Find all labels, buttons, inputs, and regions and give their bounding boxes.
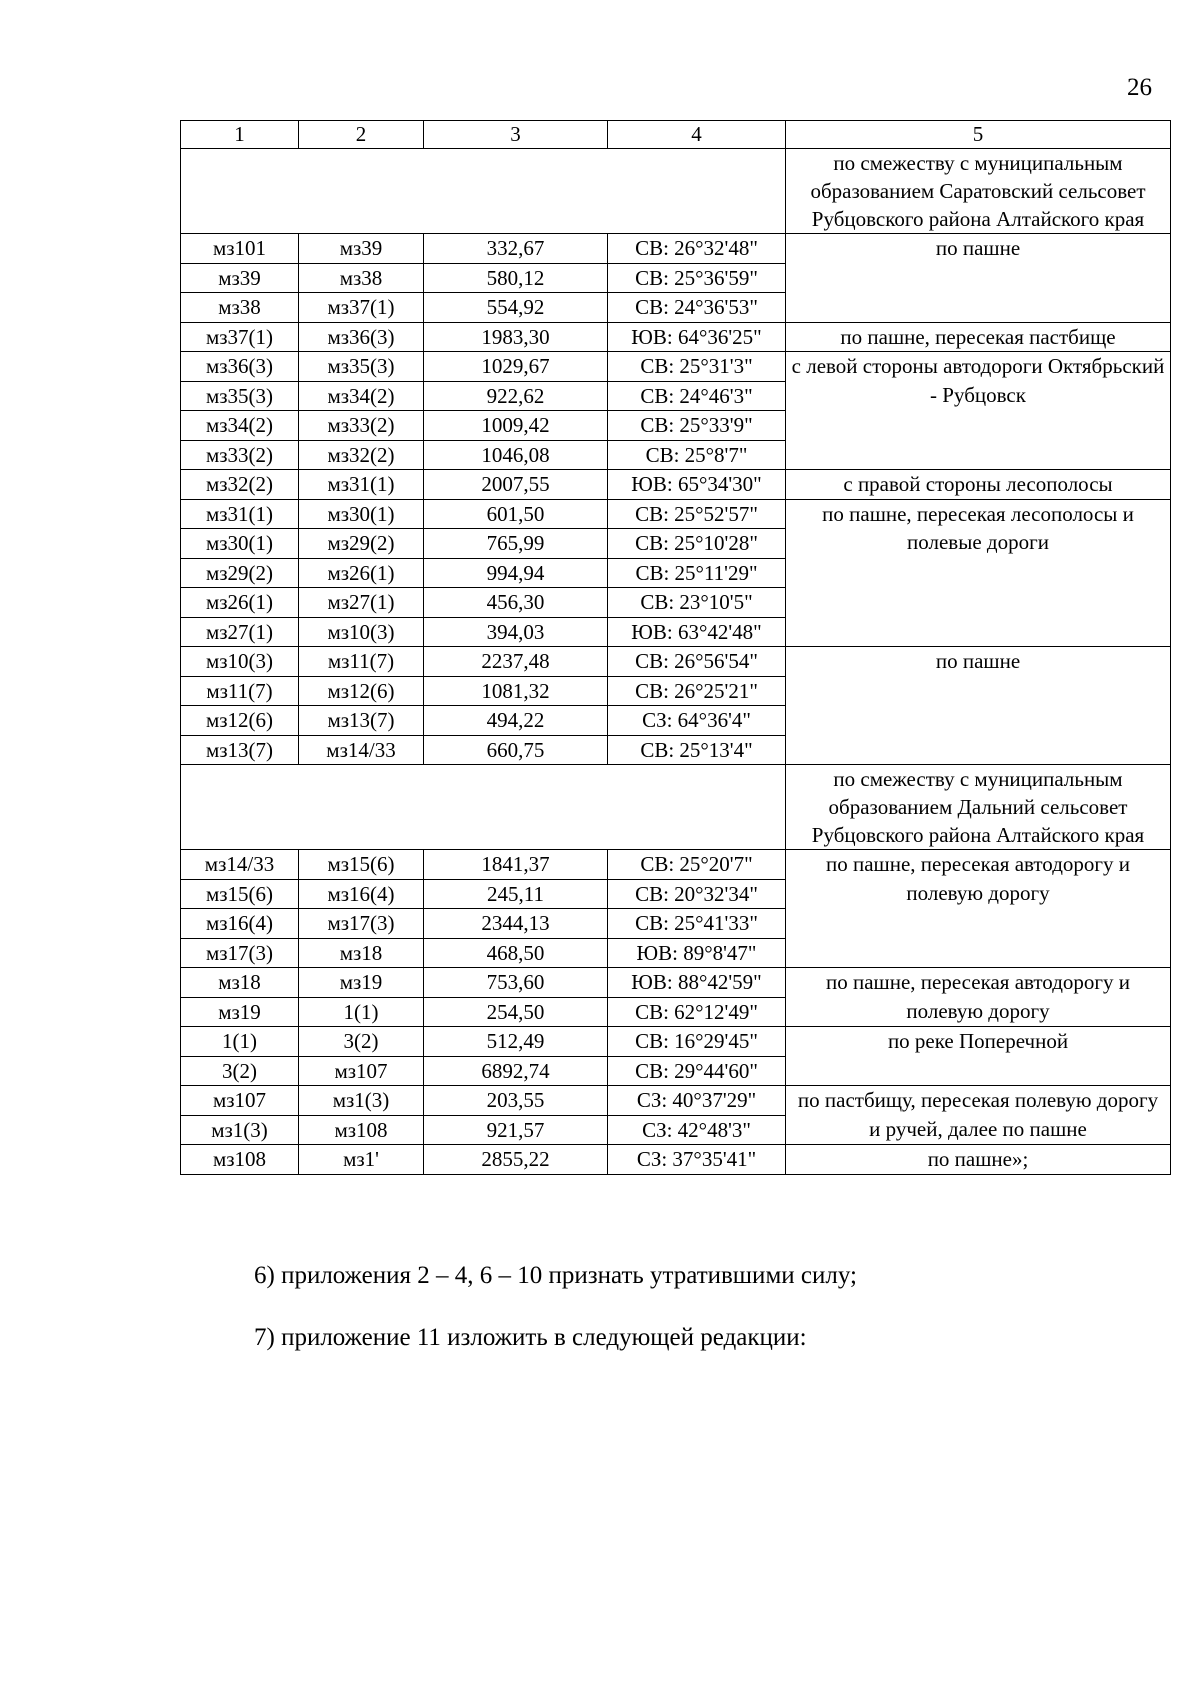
bearing-cell: СВ: 25°36'59" bbox=[608, 263, 786, 293]
bearing-cell: СВ: 20°32'34" bbox=[608, 879, 786, 909]
to-point-cell: мз37(1) bbox=[299, 293, 424, 323]
header-row bbox=[181, 121, 1171, 149]
length-cell: 203,55 bbox=[424, 1086, 608, 1116]
length-cell: 580,12 bbox=[424, 263, 608, 293]
boundary-table bbox=[180, 120, 1171, 1175]
table-row bbox=[181, 322, 1171, 352]
length-cell: 1983,30 bbox=[424, 322, 608, 352]
length-cell: 456,30 bbox=[424, 588, 608, 618]
length-cell: 921,57 bbox=[424, 1115, 608, 1145]
length-cell: 554,92 bbox=[424, 293, 608, 323]
length-cell: 1081,32 bbox=[424, 676, 608, 706]
length-cell: 394,03 bbox=[424, 617, 608, 647]
length-cell: 6892,74 bbox=[424, 1056, 608, 1086]
to-point-cell: мз39 bbox=[299, 234, 424, 264]
from-point-cell: мз39 bbox=[181, 263, 299, 293]
table-row bbox=[181, 499, 1171, 529]
from-point-cell: мз13(7) bbox=[181, 735, 299, 765]
from-point-cell: мз36(3) bbox=[181, 352, 299, 382]
from-point-cell: мз32(2) bbox=[181, 470, 299, 500]
from-point-cell: мз19 bbox=[181, 997, 299, 1027]
section-note-spacer bbox=[181, 765, 786, 850]
section-note: по смежеству с муниципальным образованием Саратовский сельсовет Рубцовского района Алтайского края bbox=[786, 149, 1171, 234]
from-point-cell: мз30(1) bbox=[181, 529, 299, 559]
bearing-cell: СВ: 25°10'28" bbox=[608, 529, 786, 559]
table-row bbox=[181, 1145, 1171, 1175]
section-note-row bbox=[181, 765, 1171, 850]
length-cell: 1841,37 bbox=[424, 850, 608, 880]
from-point-cell: мз29(2) bbox=[181, 558, 299, 588]
length-cell: 994,94 bbox=[424, 558, 608, 588]
from-point-cell: мз108 bbox=[181, 1145, 299, 1175]
page-number: 26 bbox=[1127, 74, 1152, 101]
description-cell: по пашне bbox=[786, 647, 1171, 765]
to-point-cell: мз26(1) bbox=[299, 558, 424, 588]
to-point-cell: мз27(1) bbox=[299, 588, 424, 618]
from-point-cell: мз35(3) bbox=[181, 381, 299, 411]
bearing-cell: СВ: 25°11'29" bbox=[608, 558, 786, 588]
from-point-cell: мз12(6) bbox=[181, 706, 299, 736]
bearing-cell: СВ: 25°20'7" bbox=[608, 850, 786, 880]
length-cell: 2344,13 bbox=[424, 909, 608, 939]
from-point-cell: 1(1) bbox=[181, 1027, 299, 1057]
bearing-cell: ЮВ: 65°34'30" bbox=[608, 470, 786, 500]
to-point-cell: мз18 bbox=[299, 938, 424, 968]
header-cell: 2 bbox=[299, 121, 424, 149]
description-cell: с левой стороны автодороги Октябрьский - Рубцовск bbox=[786, 352, 1171, 470]
to-point-cell: мз16(4) bbox=[299, 879, 424, 909]
bearing-cell: СВ: 62°12'49" bbox=[608, 997, 786, 1027]
bearing-cell: ЮВ: 64°36'25" bbox=[608, 322, 786, 352]
amendment-paragraph-7: 7) приложение 11 изложить в следующей редакции: bbox=[254, 1324, 807, 1351]
from-point-cell: мз27(1) bbox=[181, 617, 299, 647]
length-cell: 245,11 bbox=[424, 879, 608, 909]
header-cell: 4 bbox=[608, 121, 786, 149]
section-note: по смежеству с муниципальным образованием Дальний сельсовет Рубцовского района Алтайского края bbox=[786, 765, 1171, 850]
to-point-cell: мз108 bbox=[299, 1115, 424, 1145]
bearing-cell: ЮВ: 89°8'47" bbox=[608, 938, 786, 968]
bearing-cell: СВ: 26°25'21" bbox=[608, 676, 786, 706]
from-point-cell: мз10(3) bbox=[181, 647, 299, 677]
length-cell: 2237,48 bbox=[424, 647, 608, 677]
amendment-paragraph-6: 6) приложения 2 – 4, 6 – 10 признать утратившими силу; bbox=[254, 1262, 857, 1289]
length-cell: 922,62 bbox=[424, 381, 608, 411]
description-cell: по реке Поперечной bbox=[786, 1027, 1171, 1086]
table-row bbox=[181, 234, 1171, 264]
to-point-cell: мз32(2) bbox=[299, 440, 424, 470]
bearing-cell: СВ: 25°33'9" bbox=[608, 411, 786, 441]
description-cell: по пашне bbox=[786, 234, 1171, 323]
to-point-cell: 1(1) bbox=[299, 997, 424, 1027]
from-point-cell: мз34(2) bbox=[181, 411, 299, 441]
to-point-cell: мз30(1) bbox=[299, 499, 424, 529]
bearing-cell: СВ: 24°36'53" bbox=[608, 293, 786, 323]
length-cell: 254,50 bbox=[424, 997, 608, 1027]
bearing-cell: СВ: 16°29'45" bbox=[608, 1027, 786, 1057]
bearing-cell: СВ: 25°41'33" bbox=[608, 909, 786, 939]
from-point-cell: мз1(3) bbox=[181, 1115, 299, 1145]
bearing-cell: СВ: 23°10'5" bbox=[608, 588, 786, 618]
header-cell: 3 bbox=[424, 121, 608, 149]
length-cell: 2007,55 bbox=[424, 470, 608, 500]
table-row bbox=[181, 470, 1171, 500]
length-cell: 765,99 bbox=[424, 529, 608, 559]
from-point-cell: мз107 bbox=[181, 1086, 299, 1116]
length-cell: 753,60 bbox=[424, 968, 608, 998]
from-point-cell: мз31(1) bbox=[181, 499, 299, 529]
bearing-cell: СВ: 25°8'7" bbox=[608, 440, 786, 470]
description-cell: по пашне, пересекая автодорогу и полевую дорогу bbox=[786, 850, 1171, 968]
table-row bbox=[181, 850, 1171, 880]
length-cell: 601,50 bbox=[424, 499, 608, 529]
length-cell: 660,75 bbox=[424, 735, 608, 765]
to-point-cell: мз1' bbox=[299, 1145, 424, 1175]
to-point-cell: мз31(1) bbox=[299, 470, 424, 500]
to-point-cell: мз15(6) bbox=[299, 850, 424, 880]
to-point-cell: мз38 bbox=[299, 263, 424, 293]
bearing-cell: ЮВ: 88°42'59" bbox=[608, 968, 786, 998]
length-cell: 332,67 bbox=[424, 234, 608, 264]
length-cell: 1046,08 bbox=[424, 440, 608, 470]
from-point-cell: мз18 bbox=[181, 968, 299, 998]
table-row bbox=[181, 647, 1171, 677]
length-cell: 1009,42 bbox=[424, 411, 608, 441]
description-cell: по пастбищу, пересекая полевую дорогу и ручей, далее по пашне bbox=[786, 1086, 1171, 1145]
from-point-cell: 3(2) bbox=[181, 1056, 299, 1086]
from-point-cell: мз26(1) bbox=[181, 588, 299, 618]
length-cell: 494,22 bbox=[424, 706, 608, 736]
description-cell: по пашне»; bbox=[786, 1145, 1171, 1175]
to-point-cell: мз10(3) bbox=[299, 617, 424, 647]
to-point-cell: 3(2) bbox=[299, 1027, 424, 1057]
from-point-cell: мз14/33 bbox=[181, 850, 299, 880]
to-point-cell: мз107 bbox=[299, 1056, 424, 1086]
to-point-cell: мз34(2) bbox=[299, 381, 424, 411]
to-point-cell: мз17(3) bbox=[299, 909, 424, 939]
length-cell: 512,49 bbox=[424, 1027, 608, 1057]
to-point-cell: мз11(7) bbox=[299, 647, 424, 677]
to-point-cell: мз13(7) bbox=[299, 706, 424, 736]
from-point-cell: мз16(4) bbox=[181, 909, 299, 939]
description-cell: по пашне, пересекая пастбище bbox=[786, 322, 1171, 352]
to-point-cell: мз19 bbox=[299, 968, 424, 998]
to-point-cell: мз35(3) bbox=[299, 352, 424, 382]
bearing-cell: СВ: 25°13'4" bbox=[608, 735, 786, 765]
bearing-cell: СВ: 29°44'60" bbox=[608, 1056, 786, 1086]
description-cell: по пашне, пересекая автодорогу и полевую дорогу bbox=[786, 968, 1171, 1027]
from-point-cell: мз33(2) bbox=[181, 440, 299, 470]
table-row bbox=[181, 968, 1171, 998]
to-point-cell: мз33(2) bbox=[299, 411, 424, 441]
bearing-cell: СВ: 26°32'48" bbox=[608, 234, 786, 264]
to-point-cell: мз36(3) bbox=[299, 322, 424, 352]
section-note-row bbox=[181, 149, 1171, 234]
section-note-spacer bbox=[181, 149, 786, 234]
length-cell: 2855,22 bbox=[424, 1145, 608, 1175]
header-cell: 5 bbox=[786, 121, 1171, 149]
bearing-cell: ЮВ: 63°42'48" bbox=[608, 617, 786, 647]
from-point-cell: мз11(7) bbox=[181, 676, 299, 706]
from-point-cell: мз17(3) bbox=[181, 938, 299, 968]
description-cell: по пашне, пересекая лесополосы и полевые дороги bbox=[786, 499, 1171, 647]
from-point-cell: мз15(6) bbox=[181, 879, 299, 909]
from-point-cell: мз38 bbox=[181, 293, 299, 323]
table-body bbox=[181, 149, 1171, 1175]
description-cell: с правой стороны лесополосы bbox=[786, 470, 1171, 500]
table-row bbox=[181, 352, 1171, 382]
from-point-cell: мз101 bbox=[181, 234, 299, 264]
to-point-cell: мз29(2) bbox=[299, 529, 424, 559]
bearing-cell: СЗ: 42°48'3" bbox=[608, 1115, 786, 1145]
to-point-cell: мз12(6) bbox=[299, 676, 424, 706]
bearing-cell: СВ: 26°56'54" bbox=[608, 647, 786, 677]
to-point-cell: мз1(3) bbox=[299, 1086, 424, 1116]
length-cell: 1029,67 bbox=[424, 352, 608, 382]
table-row bbox=[181, 1086, 1171, 1116]
bearing-cell: СВ: 25°31'3" bbox=[608, 352, 786, 382]
from-point-cell: мз37(1) bbox=[181, 322, 299, 352]
bearing-cell: СЗ: 40°37'29" bbox=[608, 1086, 786, 1116]
table-row bbox=[181, 1027, 1171, 1057]
header-cell: 1 bbox=[181, 121, 299, 149]
bearing-cell: СВ: 24°46'3" bbox=[608, 381, 786, 411]
bearing-cell: СЗ: 64°36'4" bbox=[608, 706, 786, 736]
bearing-cell: СВ: 25°52'57" bbox=[608, 499, 786, 529]
bearing-cell: СЗ: 37°35'41" bbox=[608, 1145, 786, 1175]
to-point-cell: мз14/33 bbox=[299, 735, 424, 765]
length-cell: 468,50 bbox=[424, 938, 608, 968]
